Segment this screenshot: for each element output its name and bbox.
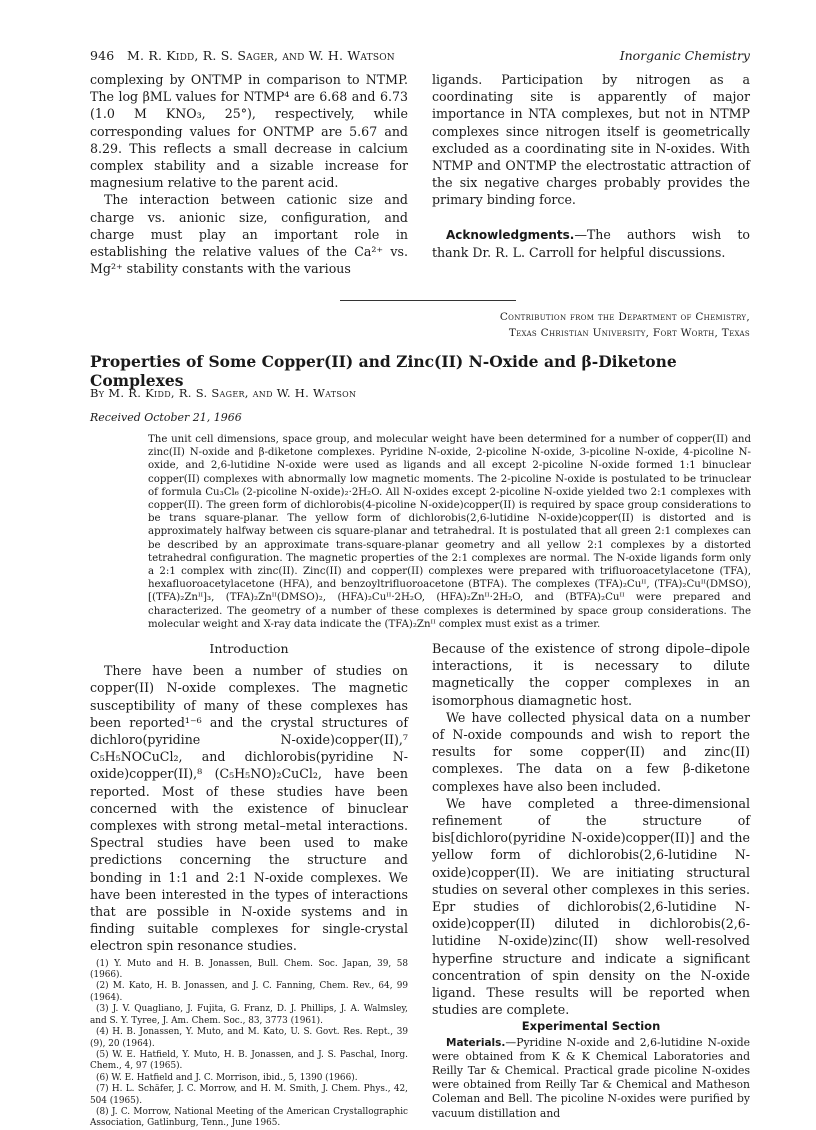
contribution-line: Contribution from the Department of Chemistry, <box>499 311 750 323</box>
running-header-left <box>90 48 395 63</box>
paragraph: complexing by ONTMP in comparison to NTMP. The log βML values for NTMP⁴ are 6.68 and 6.73 (1.0 M KNO₃, 25°), respectively, while corresponding values for ONTMP are 5.67 and 8.29. This reflects a small decrease in calcium complex stability and a sizable increase for magnesium relative to the parent acid. <box>90 72 408 191</box>
introduction-column <box>90 640 408 1130</box>
top-left-column <box>90 71 408 277</box>
materials-paragraph <box>432 1036 750 1121</box>
contribution-note <box>350 310 750 341</box>
journal-name: Inorganic Chemistry <box>619 48 750 63</box>
paragraph: Because of the existence of strong dipole–dipole interactions, it is necessary to dilute magnetically the copper complexes in an isomorphous diamagnetic host. <box>432 641 750 708</box>
section-heading: Experimental Section <box>521 1019 661 1034</box>
paragraph: We have completed a three-dimensional refinement of the structure of bis[dichloro(pyridine N-oxide)copper(II)] and the yellow form of dichlorobis(2,6-lutidine N-oxide)copper(II). We are initiating structural studies on several other complexes in this series. Epr studies of dichlorobis(2,6-lutidine N-oxide)copper(II) diluted in dichlorobis(2,6-lutidine N-oxide)zinc(II) show well-resolved hyperfine structure and indicate a significant concentration of spin density on the N-oxide ligand. These results will be reported when studies are complete. <box>432 795 750 1018</box>
materials-text: —Pyridine N-oxide and 2,6-lutidine N-oxide were obtained from K & K Chemical Laboratories and Reilly Tar & Chemical. Practical grade picoline N-oxides were obtained from Reilly Tar & Chemical and Matheson Coleman and Bell. The picoline N-oxides were purified by vacuum distillation and <box>432 1035 750 1120</box>
byline: By M. R. Kidd, R. S. Sager, and W. H. Watson <box>90 386 357 400</box>
section-divider <box>340 300 516 301</box>
materials-label: Materials. <box>446 1036 506 1049</box>
footnote: (1) Y. Muto and H. B. Jonassen, Bull. Chem. Soc. Japan, 39, 58 (1966). <box>90 958 408 981</box>
paragraph: The interaction between cationic size and charge vs. anionic size, configuration, and charge must play an important role in establishing the relative values of the Ca²⁺ vs. Mg²⁺ stability constants with the various <box>90 192 408 277</box>
page-number: 946 <box>90 48 115 63</box>
footnotes <box>90 959 408 1130</box>
header-authors: M. R. Kidd, R. S. Sager, and W. H. Watson <box>127 48 395 63</box>
paragraph: There have been a number of studies on copper(II) N-oxide complexes. The magnetic susceptibility of many of these complexes has been reported¹⁻⁶ and the crystal structures of dichloro(pyridine N-oxide)copper(II),⁷ C₅H₅NOCuCl₂, and dichlorobis(pyridine N-oxide)copper(II),⁸ (C₅H₅NO)₂CuCl₂, have been reported. Most of these studies have been concerned with the existence of binuclear complexes with strong metal–metal interactions. Spectral studies have been used to make predictions concerning the structure and bonding in 1:1 and 2:1 N-oxide complexes. We have been interested in the types of interactions that are possible in N-oxide systems and in finding suitable complexes for single-crystal electron spin resonance studies. <box>90 663 408 954</box>
right-column <box>432 640 750 1121</box>
footnote: (6) W. E. Hatfield and J. C. Morrison, ibid., 5, 1390 (1966). <box>96 1072 358 1083</box>
contribution-line: Texas Christian University, Fort Worth, Texas <box>508 326 750 339</box>
section-heading: Introduction <box>209 641 289 656</box>
ack-text: —The authors wish to thank Dr. R. L. Carroll for helpful discussions. <box>432 226 750 260</box>
footnote: (7) H. L. Schäfer, J. C. Morrow, and H. M. Smith, J. Chem. Phys., 42, 504 (1965). <box>90 1084 408 1106</box>
footnote: (2) M. Kato, H. B. Jonassen, and J. C. Fanning, Chem. Rev., 64, 99 (1964). <box>90 981 408 1003</box>
abstract: The unit cell dimensions, space group, and molecular weight have been determined for a number of copper(II) and zinc(II) N-oxide and β-diketone complexes. Pyridine N-oxide, 2-picoline N-oxide, 3-picoline N-oxide, 4-picoline N-oxide, and 2,6-lutidine N-oxide were used as ligands and all except 2-picoline N-oxide formed 1:1 binuclear copper(II) complexes with abnormally low magnetic moments. The 2-picoline N-oxide is postulated to be trinuclear of formula Cu₃Cl₆ (2-picoline N-oxide)₂·2H₂O. All N-oxides except 2-picoline N-oxide yielded two 2:1 complexes with copper(II). The green form of dichlorobis(4-picoline N-oxide)copper(II) is required by space group considerations to be trans square-planar. The yellow form of dichlorobis(2,6-lutidine N-oxide)copper(II) is distorted and is approximately halfway between cis square-planar and tetrahedral. It is postulated that all green 2:1 complexes can be described by an approximate trans-square-planar geometry and all yellow 2:1 complexes by a distorted tetrahedral configuration. The magnetic properties of the 2:1 complexes are normal. The N-oxide ligands form only a 2:1 complex with zinc(II). Zinc(II) and copper(II) complexes were prepared with trifluoroacetylacetone (TFA), hexafluoroacetylacetone (HFA), and benzoyltrifluoroacetone (BTFA). The complexes (TFA)₂Cuᴵᴵ, (TFA)₂Cuᴵᴵ(DMSO), [(TFA)₂Znᴵᴵ]₃, (TFA)₂Znᴵᴵ(DMSO)₂, (HFA)₂Cuᴵᴵ·2H₂O, (HFA)₂Znᴵᴵ·2H₂O, and (BTFA)₂Cuᴵᴵ were prepared and characterized. The geometry of a number of these complexes is determined by space group considerations. The molecular weight and X-ray data indicate the (TFA)₂Znᴵᴵ complex must exist as a trimer. <box>148 434 751 630</box>
received-date: Received October 21, 1966 <box>90 411 242 424</box>
footnote: (5) W. E. Hatfield, Y. Muto, H. B. Jonassen, and J. S. Paschal, Inorg. Chem., 4, 97 (1965). <box>90 1049 408 1072</box>
ack-label: Acknowledgments. <box>446 227 575 242</box>
footnote: (4) H. B. Jonassen, Y. Muto, and M. Kato, U. S. Govt. Res. Rept., 39 (9), 20 (1964). <box>90 1027 408 1049</box>
acknowledgments <box>432 226 750 261</box>
footnote: (3) J. V. Quagliano, J. Fujita, G. Franz, D. J. Phillips, J. A. Walmsley, and S. Y. Tyree, J. Am. Chem. Soc., 83, 3773 (1961). <box>90 1004 408 1026</box>
article-title: Properties of Some Copper(II) and Zinc(II) N-Oxide and β-Diketone Complexes <box>90 352 677 390</box>
footnote: (8) J. C. Morrow, National Meeting of the American Crystallographic Association, Gatlinburg, Tenn., June 1965. <box>90 1106 408 1129</box>
top-right-column <box>432 71 750 261</box>
paragraph: ligands. Participation by nitrogen as a coordinating site is apparently of major importance in NTA complexes, but not in NTMP complexes since nitrogen itself is geometrically excluded as a coordinating site in N-oxides. With NTMP and ONTMP the electrostatic attraction of the six negative charges probably provides the primary binding force. <box>432 72 750 208</box>
paragraph: We have collected physical data on a number of N-oxide compounds and wish to report the results for some copper(II) and zinc(II) complexes. The data on a few β-diketone complexes have also been included. <box>432 709 750 794</box>
